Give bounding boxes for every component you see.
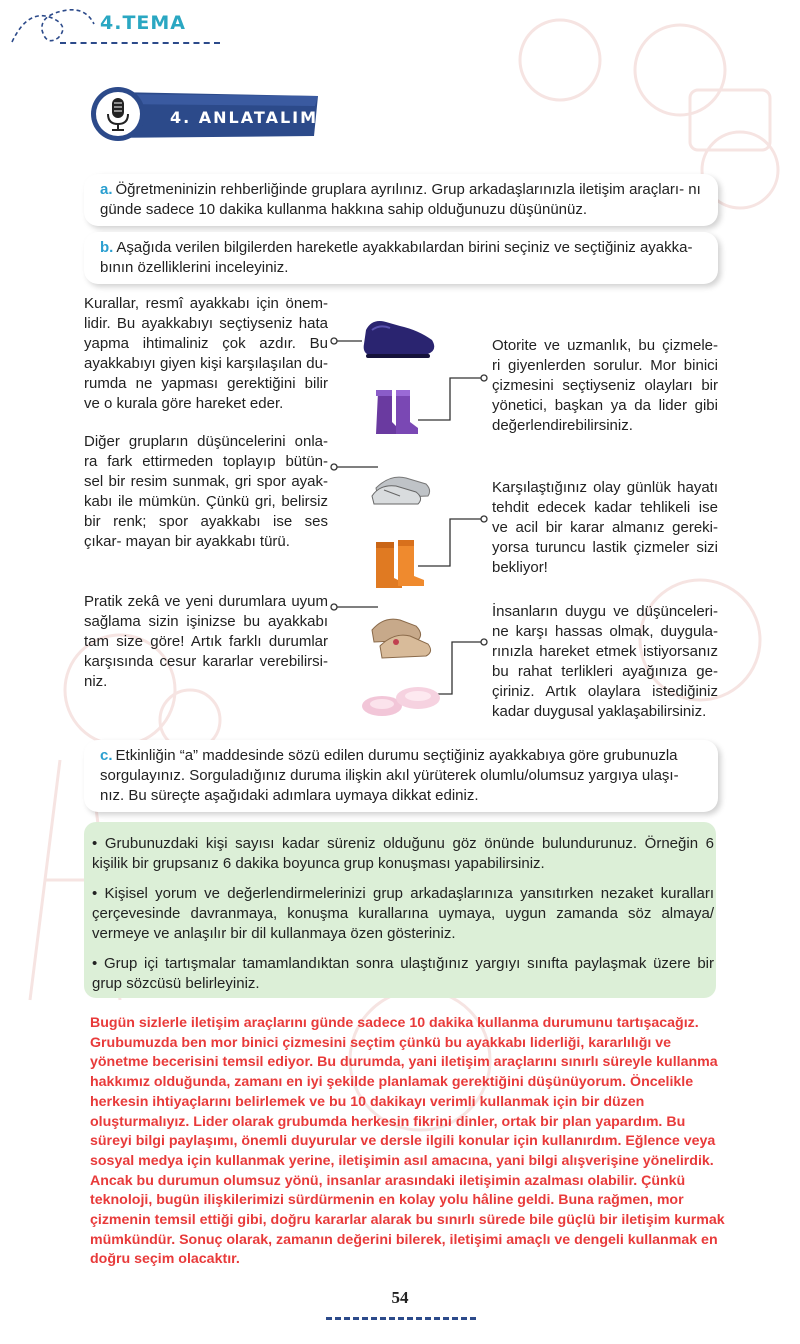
instruction-b-label: b. [100, 239, 114, 256]
page-number: 54 [391, 1288, 409, 1307]
gray-sneakers-description: Diğer grupların düşüncelerini onla- ra fark ettirmeden toplayıp bütün- sel bir resim sunmak, gri spor ayak- kabı ile mümkün. Çünkü gri, belirsiz bir renk; spor ayakkabı ise ses çıkar- mayan bir ayakkabı türü. [84, 433, 328, 550]
practical-shoes-icon [372, 619, 431, 658]
instruction-a [84, 174, 718, 226]
instruction-a-label: a. [100, 181, 113, 198]
slippers-description: İnsanların duygu ve düşünceleri- ne karşı hassas olmak, duygula- rınızla hareket etmek istiyorsanız bu rahat terlikleri ayağınıza ge- çiriniz. Artık olaylara istediğiniz kadar duygusal yaklaşabilirsiniz. [492, 603, 718, 720]
instruction-c-label: c. [100, 747, 113, 764]
orange-boots-description: Karşılaştığınız olay günlük hayatı tehdit edecek kadar tehlikeli ise ve acil bir karar almanız gereki- yorsa turuncu lastik çizmeler sizi bekliyor! [492, 479, 718, 576]
orange-boots-icon [376, 540, 424, 588]
slippers-icon [362, 687, 440, 716]
instruction-a-text: Öğretmeninizin rehberliğinde gruplara ayrılınız. Grup arkadaşlarınızla iletişim araçları- nı günde sadece 10 dakika kullanma hakkına sahip olduğunuzu düşününüz. [100, 181, 701, 218]
practical-shoes-description: Pratik zekâ ve yeni durumlara uyum sağlama sizin işinizse bu ayakkabı tam size göre! Artık farklı durumlar karşısında cesur kararlar verebilirsi- niz. [84, 593, 328, 690]
formal-shoe-description: Kurallar, resmî ayakkabı için önem- lidir. Bu ayakkabıyı seçtiyseniz hata yapma ihtimaliniz çok azdır. Bu ayakkabıyı giyen kişi karşılaşılan du- rumda ne yapması gerektiğini bilir ve o kurala göre hareket eder. [84, 295, 328, 412]
instruction-c [84, 740, 718, 812]
formal-shoe-icon [364, 321, 435, 358]
answer-text: Bugün sizlerle iletişim araçlarını günde sadece 10 dakika kullanma durumunu tartışacağız. Grubumuzda ben mor binici çizmesini seçtim çünkü bu ayakkabı liderliği, kararlılığı ve yönetme becerisini temsil ediyor. Bu durumda, yani iletişim araçlarını sınırlı süreyle kullanma hakkımız olduğunda, zamanı en iyi şekilde planlamak gerektiğini düşünüyorum. Öncelikle herkesin ihtiyaçlarını belirlemek ve bu 10 dakikayı verimli kullanmak için bir düzen oluşturmalıyız. Lider olarak grubumda herkesin fikrini dinler, ortak bir plan yapardım. Bu süreyi bilgi paylaşımı, önemli duyurular ve dersle ilgili konular için kullanırdım. Eğlence veya sosyal medya için kullanmak yerine, iletişimin asıl amacına, yani bilgi alışverişine yönelirdik. Ancak bu durumun olumsuz yönü, insanlar arasındaki iletişimin azalması olabilir. Çünkü teknoloji, bugün ilişkilerimizi sürdürmenin en kolay yolu hâline geldi. Buna rağmen, mor çizmenin temsil ettiği gibi, doğru kararlar alarak bu sınırlı sürede bile güçlü bir iletişim kurmak mümkündür. Sonuç olarak, zamanın değerini bilerek, iletişimi amaçlı ve dengeli kullanmak en doğru seçim olacaktır. [90, 1015, 725, 1268]
section-title: 4. ANLATALIM [170, 108, 319, 127]
theme-title: 4.TEMA [100, 12, 186, 34]
step-item-1: • Grubunuzdaki kişi sayısı kadar süreniz olduğunu göz önünde bulundurunuz. Örneğin 6 kişilik bir grupsanız 6 dakika boyunca grup konuşması yapabilirsiniz. [92, 835, 714, 872]
footer-divider [326, 1317, 476, 1320]
instruction-c-text: Etkinliğin “a” maddesinde sözü edilen durumu seçtiğiniz ayakkabıya göre grubunuzla sorgulayınız. Sorguladığınız duruma ilişkin akıl yürüterek olumlu/olumsuz yargıya ulaşı- nız. Bu süreçte aşağıdaki adımlara uymaya dikkat ediniz. [100, 747, 679, 804]
step-item-3: • Grup içi tartışmalar tamamlandıktan sonra ulaştığınız yargıyı sınıfta paylaşmak üzere bir grup sözcüsü belirleyiniz. [92, 955, 714, 992]
header-divider [60, 42, 220, 44]
purple-boots-description: Otorite ve uzmanlık, bu çizmele- ri giyenlerden sorulur. Mor binici çizmesini seçtiyseniz olayları bir yönetici, başkan ya da lider gibi değerlendirebilirsiniz. [492, 337, 718, 434]
instruction-b-text: Aşağıda verilen bilgilerden hareketle ayakkabılardan birini seçiniz ve seçtiğiniz ayakka- bının özelliklerini inceleyiniz. [100, 239, 693, 276]
purple-boots-icon [376, 390, 418, 434]
step-item-2: • Kişisel yorum ve değerlendirmelerinizi grup arkadaşlarınıza yansıtırken nezaket kuralları çerçevesinde davranmaya, konuşma kurallarına uymaya, uygun zamanda söz almaya/ vermeye ve anlaşılır bir dil kullanmaya özen gösteriniz. [92, 885, 714, 942]
instruction-b [84, 232, 718, 284]
gray-sneakers-icon [372, 477, 430, 504]
